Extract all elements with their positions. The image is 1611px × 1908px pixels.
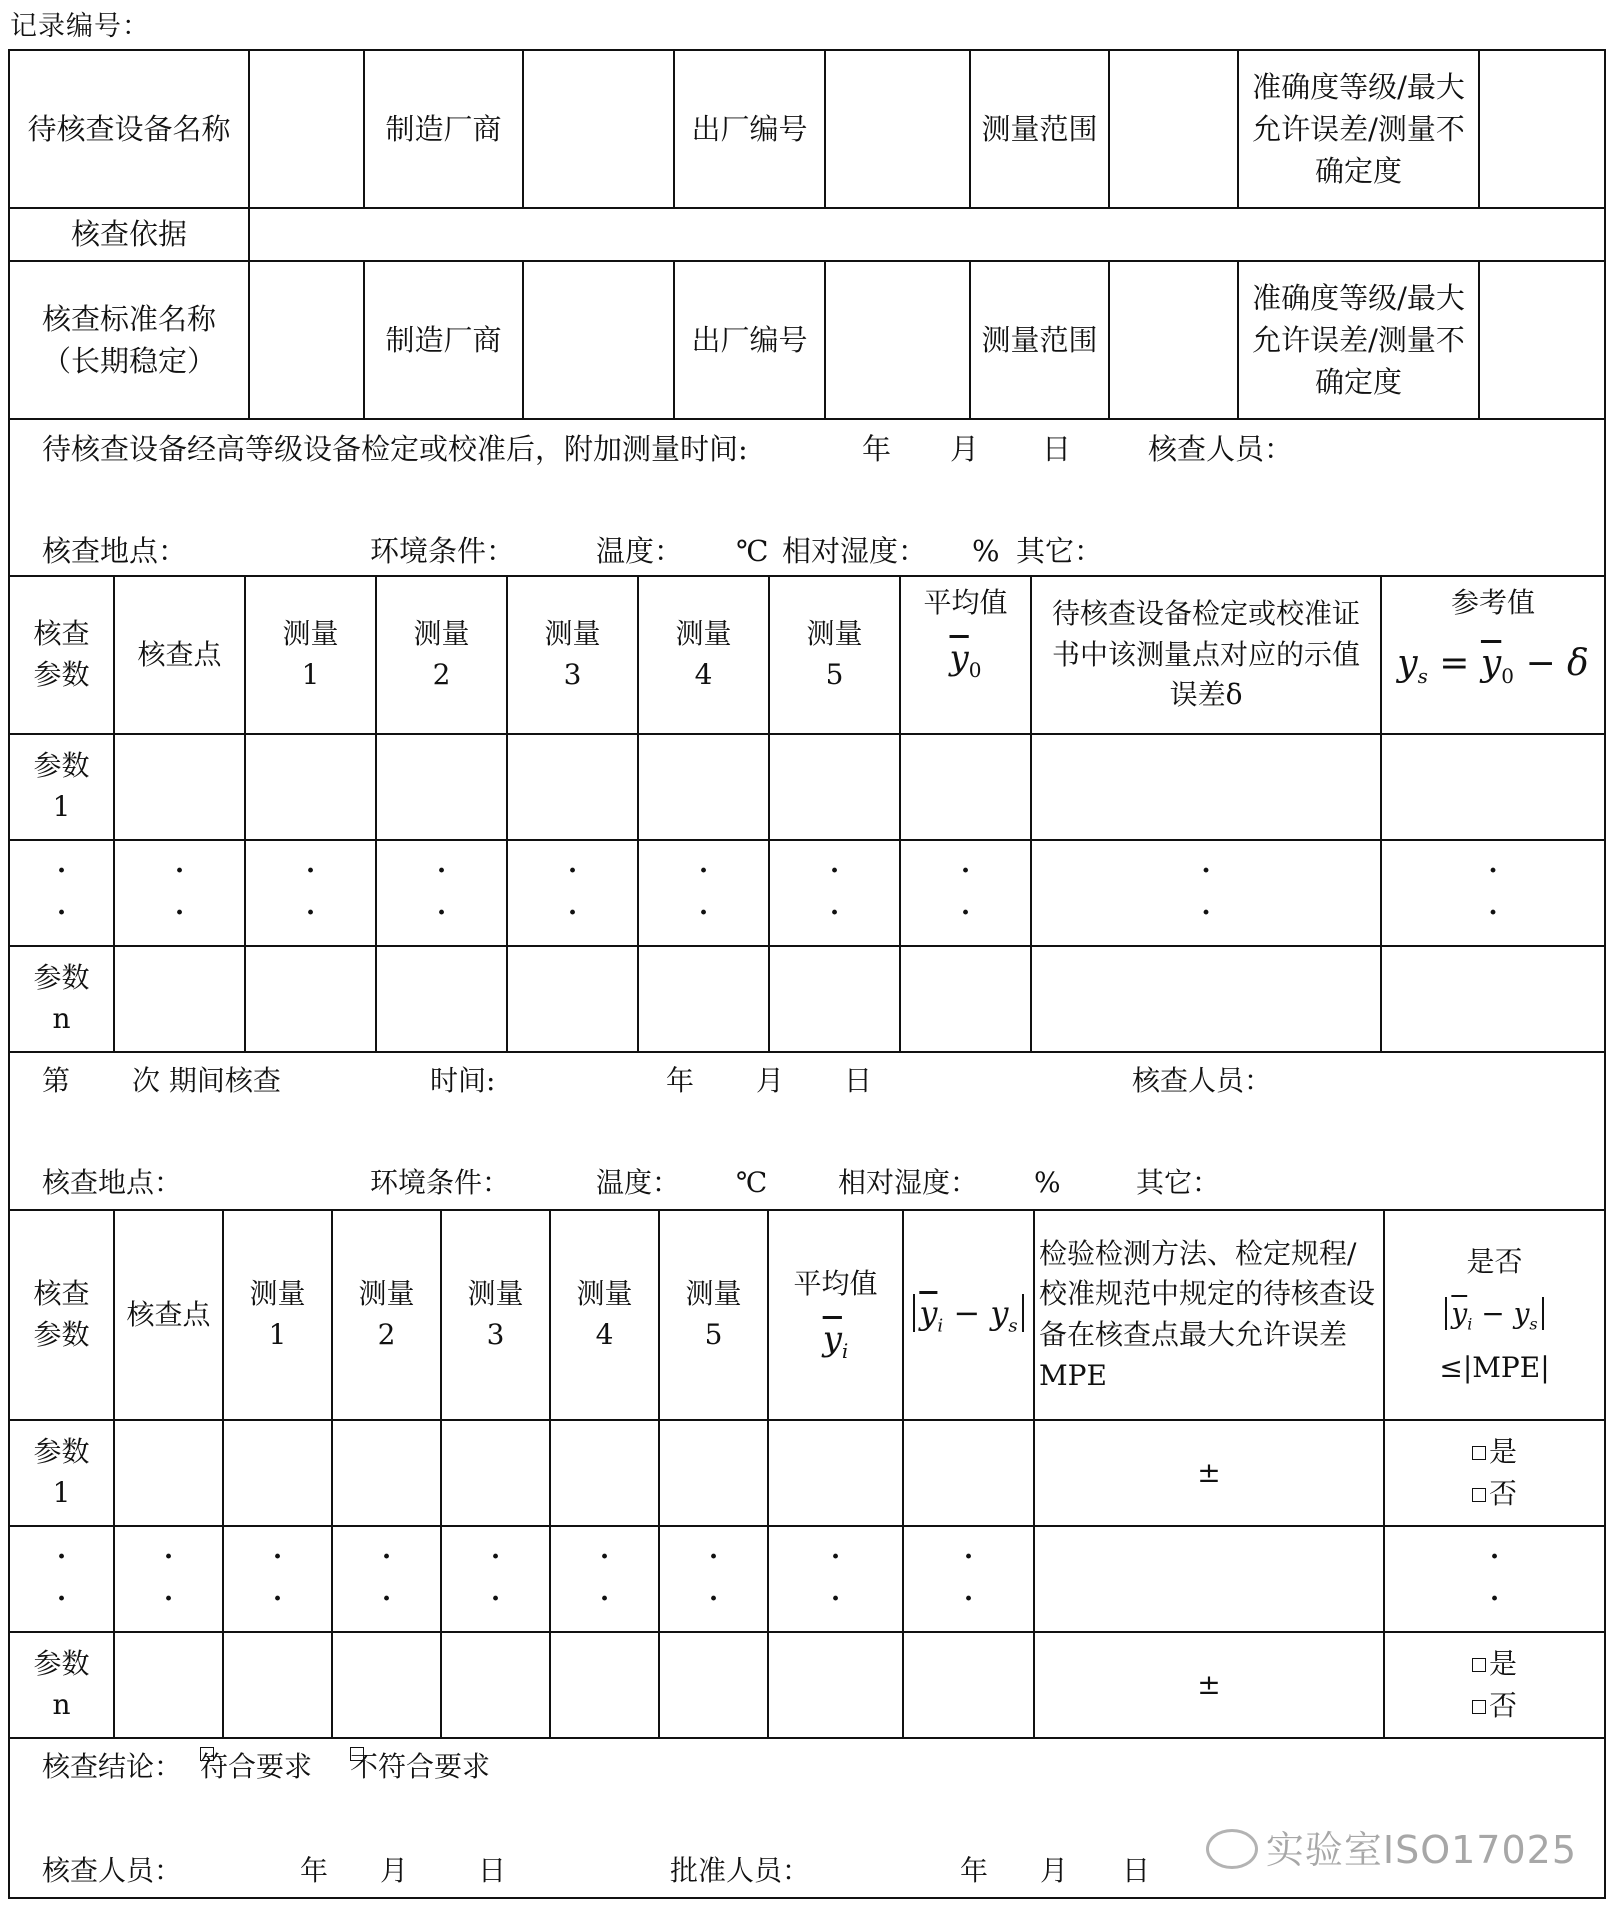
measure-label: 测量 [282, 617, 339, 651]
t2-cell[interactable] [768, 1632, 903, 1738]
ellipsis-cell [332, 1526, 441, 1632]
t2-cell[interactable] [332, 1420, 441, 1526]
ellipsis-cell [550, 1526, 659, 1632]
t2-measure-3-header [441, 1210, 550, 1420]
dot: · [567, 898, 578, 928]
additional-humidity: 相对湿度： [782, 534, 928, 568]
accuracy-cell[interactable] [1479, 50, 1605, 208]
t2-cell[interactable] [223, 1420, 332, 1526]
range-label: 测量范围 [970, 50, 1109, 208]
ellipsis-cell [376, 840, 507, 946]
additional-inspector: 核查人员： [1148, 432, 1294, 466]
yes-checkbox[interactable] [1385, 1431, 1604, 1473]
t1-cell[interactable] [1381, 734, 1605, 840]
t1-cell[interactable] [376, 734, 507, 840]
measure-number: 5 [704, 1318, 723, 1351]
reference-measurement-table [8, 575, 1606, 1210]
additional-year: 年 [862, 432, 892, 466]
dot: · [381, 1584, 392, 1614]
conclusion-approver-year: 年 [960, 1854, 989, 1887]
conclusion-row [9, 1738, 1605, 1898]
measure-label: 测量 [576, 1277, 633, 1311]
standard-name-line2: （长期稳定） [41, 344, 216, 378]
t1-avg-header [900, 576, 1031, 734]
t1-cell[interactable] [114, 946, 245, 1052]
t2-cell[interactable] [659, 1420, 768, 1526]
dot: · [272, 1542, 283, 1573]
yesno-y: $\overline{y}$ [1451, 1297, 1468, 1331]
device-info-table [8, 49, 1606, 576]
t2-cell[interactable] [441, 1632, 550, 1738]
additional-env: 环境条件： [370, 534, 516, 568]
period-check-table [8, 1209, 1606, 1899]
no-checkbox[interactable] [1385, 1473, 1604, 1515]
dot: · [1488, 898, 1498, 928]
yes-label: 是 [1488, 1647, 1517, 1680]
t2-param1-label [9, 1420, 114, 1526]
t1-cell[interactable] [507, 734, 638, 840]
dot: · [163, 1584, 174, 1614]
conclusion-ok-label: 符合要求 [200, 1750, 313, 1783]
dot: · [56, 1584, 67, 1614]
basis-label: 核查依据 [9, 208, 249, 261]
dot: · [1201, 856, 1211, 887]
t2-param-header: 核查参数 [9, 1210, 114, 1420]
dot: · [708, 1584, 719, 1614]
period-humidity: 相对湿度： [838, 1166, 979, 1199]
dot: · [599, 1542, 610, 1573]
param-label: 参数 [33, 749, 90, 783]
period-humidity-unit: % [1034, 1166, 1061, 1199]
dot: · [174, 856, 185, 887]
ref-formula-sub-0: 0 [1501, 663, 1514, 688]
measure-number: 2 [432, 658, 451, 691]
ref-formula-y: y [1397, 642, 1418, 684]
ellipsis-cell [223, 1526, 332, 1632]
ellipsis-cell [768, 1526, 903, 1632]
ref-formula-eq: = [1427, 642, 1481, 684]
param-index: n [52, 1688, 71, 1721]
t2-param1-row [9, 1420, 1605, 1526]
t2-yesno-header [1384, 1210, 1605, 1420]
t1-cell[interactable] [245, 946, 376, 1052]
dot: · [305, 856, 316, 887]
dot: · [830, 1584, 841, 1614]
t1-measure-2-header [376, 576, 507, 734]
t2-diff-header [903, 1210, 1034, 1420]
ellipsis-cell [769, 840, 900, 946]
yesno-sub-s: s [1529, 1314, 1538, 1334]
dot: · [56, 856, 67, 887]
t1-cell[interactable] [376, 946, 507, 1052]
additional-time-label: 待核查设备经高等级设备检定或校准后，附加测量时间: [42, 432, 748, 466]
t2-cell[interactable] [903, 1632, 1034, 1738]
conclusion-label: 核查结论： [42, 1750, 183, 1783]
yesno-title: 是否 [1466, 1244, 1523, 1278]
dot: · [829, 898, 840, 928]
additional-temp-unit: ℃ [736, 534, 769, 568]
standard-accuracy-cell[interactable] [1479, 261, 1605, 419]
t1-cell[interactable] [245, 734, 376, 840]
no-label: 否 [1488, 1477, 1517, 1510]
dot: · [698, 898, 709, 928]
standard-name-cell[interactable] [249, 261, 364, 419]
conclusion-inspector-year: 年 [300, 1854, 329, 1887]
standard-serial-label: 出厂编号 [674, 261, 825, 419]
conclusion-approver-month: 月 [1040, 1854, 1069, 1887]
t2-mpe-cell[interactable]: ± [1034, 1420, 1384, 1526]
yes-label: 是 [1488, 1435, 1517, 1468]
dot: · [708, 1542, 719, 1573]
no-checkbox[interactable] [1385, 1685, 1604, 1727]
yesno-formula [1385, 1294, 1604, 1336]
standard-manufacturer-label: 制造厂商 [364, 261, 523, 419]
t2-paramn-row [9, 1632, 1605, 1738]
diff-ys: y [990, 1294, 1009, 1333]
t2-yesno-cell [1384, 1420, 1605, 1526]
dot: · [56, 898, 67, 928]
measure-label: 测量 [806, 617, 863, 651]
measure-label: 测量 [358, 1277, 415, 1311]
param-index: 1 [52, 1476, 71, 1509]
dot: · [829, 856, 840, 887]
measure-number: 2 [377, 1318, 396, 1351]
t1-measure-4-header [638, 576, 769, 734]
dot: · [1488, 856, 1498, 887]
standard-accuracy-label: 准确度等级/最大允许误差/测量不确定度 [1238, 261, 1479, 419]
range-cell[interactable] [1109, 50, 1238, 208]
manufacturer-cell[interactable] [523, 50, 674, 208]
period-inspector: 核查人员： [1132, 1064, 1273, 1097]
param-label: 参数 [33, 1435, 90, 1469]
t1-param1-label [9, 734, 114, 840]
period-day: 日 [844, 1064, 873, 1097]
dot: · [163, 1542, 174, 1573]
manufacturer-label: 制造厂商 [364, 50, 523, 208]
dot: · [1201, 898, 1211, 928]
checkbox-square [1472, 1446, 1486, 1460]
additional-location: 核查地点： [42, 534, 188, 568]
ellipsis-cell [638, 840, 769, 946]
t2-cell[interactable] [768, 1420, 903, 1526]
conclusion-inspector-day: 日 [478, 1854, 507, 1887]
t1-cell[interactable] [1381, 946, 1605, 1052]
t2-header-row [9, 1210, 1605, 1420]
basis-cell[interactable] [249, 208, 1605, 261]
additional-humidity-unit: % [972, 534, 1000, 568]
dot: · [490, 1542, 501, 1573]
ellipsis-cell [1384, 1526, 1605, 1632]
t1-cell[interactable] [769, 946, 900, 1052]
t2-mpe-cell[interactable]: ± [1034, 1632, 1384, 1738]
dot: · [599, 1584, 610, 1614]
avg-label: 平均值 [793, 1267, 878, 1301]
basis-row [9, 208, 1605, 261]
diff-y: $\overline{y}$ [919, 1294, 938, 1333]
t2-cell[interactable] [550, 1420, 659, 1526]
period-time-label: 时间: [430, 1064, 496, 1097]
ellipsis-cell [903, 1526, 1034, 1632]
avg-symbol-y: $\overline{y}$ [822, 1318, 842, 1359]
ellipsis-cell-empty [1034, 1526, 1384, 1632]
ellipsis-cell [507, 840, 638, 946]
t2-measure-2-header [332, 1210, 441, 1420]
yesno-ys: y [1513, 1297, 1530, 1331]
dot: · [830, 1542, 841, 1573]
ellipsis-cell [900, 840, 1031, 946]
t2-yesno-cell [1384, 1632, 1605, 1738]
measure-number: 3 [563, 658, 582, 691]
dot: · [381, 1542, 392, 1573]
dot: · [305, 898, 316, 928]
conclusion-approver-day: 日 [1122, 1854, 1151, 1887]
period-first: 第 [42, 1064, 71, 1097]
t1-header-row [9, 576, 1605, 734]
t1-measure-1-header [245, 576, 376, 734]
period-location: 核查地点： [42, 1166, 183, 1199]
t2-paramn-label [9, 1632, 114, 1738]
measure-label: 测量 [675, 617, 732, 651]
conclusion-notok-label: 不符合要求 [350, 1750, 491, 1783]
accuracy-label: 准确度等级/最大允许误差/测量不确定度 [1238, 50, 1479, 208]
param-label: 参数 [33, 1647, 90, 1681]
dot: · [436, 856, 447, 887]
ellipsis-cell [9, 840, 114, 946]
ref-value-label: 参考值 [1450, 586, 1535, 619]
ref-formula-y0: $\overline{y}$ [1480, 642, 1502, 684]
ref-formula-minus-delta: − δ [1514, 642, 1589, 684]
ref-formula-sub-s: s [1417, 663, 1428, 688]
dot: · [963, 1584, 974, 1614]
checkbox-square [1472, 1658, 1486, 1672]
t2-point-header: 核查点 [114, 1210, 223, 1420]
avg-symbol [901, 634, 1030, 685]
t2-measure-1-header [223, 1210, 332, 1420]
additional-month: 月 [950, 432, 980, 466]
measure-label: 测量 [685, 1277, 742, 1311]
wechat-icon [1206, 1829, 1258, 1869]
dot: · [960, 856, 971, 887]
yesno-sub-i: i [1467, 1314, 1473, 1334]
t2-cell[interactable] [903, 1420, 1034, 1526]
dot: · [960, 898, 971, 928]
standard-range-cell[interactable] [1109, 261, 1238, 419]
period-check-info [9, 1052, 1605, 1210]
t2-cell[interactable] [114, 1420, 223, 1526]
t1-param1-row [9, 734, 1605, 840]
conclusion-inspector-month: 月 [380, 1854, 409, 1887]
watermark [1206, 1819, 1577, 1874]
measure-label: 测量 [249, 1277, 306, 1311]
period-env: 环境条件： [370, 1166, 511, 1199]
checkbox-square [1472, 1700, 1486, 1714]
t2-cell[interactable] [659, 1632, 768, 1738]
device-name-label: 待核查设备名称 [9, 50, 249, 208]
checkbox-square [1472, 1488, 1486, 1502]
dot: · [963, 1542, 974, 1573]
conclusion-inspector: 核查人员： [42, 1854, 183, 1887]
yesno-minus: − [1472, 1297, 1514, 1331]
t1-cell[interactable] [1031, 946, 1381, 1052]
record-number-label: 记录编号： [10, 11, 150, 42]
diff-sub-i: i [937, 1315, 944, 1337]
diff-formula [913, 1294, 1023, 1337]
avg-symbol-sub: i [841, 1338, 849, 1363]
t2-cell[interactable] [114, 1632, 223, 1738]
ref-formula [1382, 638, 1604, 691]
t2-measure-4-header [550, 1210, 659, 1420]
t1-param-header: 核查参数 [9, 576, 114, 734]
dot: · [1489, 1542, 1500, 1573]
t1-point-header: 核查点 [114, 576, 245, 734]
avg-label: 平均值 [923, 586, 1008, 619]
watermark-text: 实验室ISO17025 [1265, 1828, 1577, 1872]
period-temp: 温度： [596, 1166, 681, 1199]
t1-paramn-label [9, 946, 114, 1052]
t1-cell[interactable] [638, 734, 769, 840]
t2-avg-header [768, 1210, 903, 1420]
dot: · [490, 1584, 501, 1614]
measure-number: 3 [486, 1318, 505, 1351]
param-index: 1 [52, 790, 71, 823]
additional-temp: 温度： [596, 534, 684, 568]
serial-label: 出厂编号 [674, 50, 825, 208]
ellipsis-cell [114, 1526, 223, 1632]
t1-cert-error-header: 待核查设备检定或校准证书中该测量点对应的示值误差δ [1031, 576, 1381, 734]
additional-measurement-info [9, 419, 1605, 576]
diff-sub-s: s [1008, 1315, 1018, 1337]
device-row [9, 50, 1605, 208]
ellipsis-cell [1031, 840, 1381, 946]
diff-minus: − [943, 1294, 991, 1333]
measure-number: 5 [825, 658, 844, 691]
additional-other: 其它： [1016, 534, 1104, 568]
t1-cell[interactable] [1031, 734, 1381, 840]
t1-cell[interactable] [638, 946, 769, 1052]
standard-row [9, 261, 1605, 419]
ellipsis-cell [9, 1526, 114, 1632]
standard-serial-cell[interactable] [825, 261, 970, 419]
period-month: 月 [756, 1064, 785, 1097]
period-temp-unit: ℃ [736, 1166, 768, 1199]
param-label: 参数 [33, 961, 90, 995]
t1-cell[interactable] [114, 734, 245, 840]
standard-name-label [9, 261, 249, 419]
t1-cell[interactable] [900, 734, 1031, 840]
measure-number: 4 [595, 1318, 614, 1351]
dot: · [567, 856, 578, 887]
ellipsis-cell [1381, 840, 1605, 946]
standard-manufacturer-cell[interactable] [523, 261, 674, 419]
measure-number: 4 [694, 658, 713, 691]
measure-number: 1 [301, 658, 320, 691]
dot: · [698, 856, 709, 887]
measure-label: 测量 [413, 617, 470, 651]
avg-symbol-sub: 0 [968, 657, 982, 682]
avg-symbol [769, 1315, 902, 1366]
t1-cell[interactable] [769, 734, 900, 840]
conclusion-approver: 批准人员： [670, 1854, 811, 1887]
ellipsis-cell [114, 840, 245, 946]
standard-range-label: 测量范围 [970, 261, 1109, 419]
measure-label: 测量 [544, 617, 601, 651]
standard-name-line1: 核查标准名称 [41, 301, 216, 336]
measure-number: 1 [268, 1318, 287, 1351]
param-index: n [52, 1002, 71, 1035]
dot: · [272, 1584, 283, 1614]
ellipsis-cell [659, 1526, 768, 1632]
yesno-le-mpe: ≤|MPE| [1439, 1350, 1550, 1384]
dot: · [174, 898, 185, 928]
dot: · [56, 1542, 67, 1573]
t2-measure-5-header [659, 1210, 768, 1420]
t1-measure-3-header [507, 576, 638, 734]
dot: · [436, 898, 447, 928]
t2-cell[interactable] [332, 1632, 441, 1738]
t1-measure-5-header [769, 576, 900, 734]
dot: · [1489, 1584, 1500, 1614]
t1-paramn-row [9, 946, 1605, 1052]
t1-cell[interactable] [507, 946, 638, 1052]
t1-cell[interactable] [900, 946, 1031, 1052]
t2-mpe-header: 检验检测方法、检定规程/校准规范中规定的待核查设备在核查点最大允许误差 MPE [1034, 1210, 1384, 1420]
no-label: 否 [1488, 1689, 1517, 1722]
t2-ellipsis-row [9, 1526, 1605, 1632]
serial-cell[interactable] [825, 50, 970, 208]
t2-cell[interactable] [223, 1632, 332, 1738]
period-year: 年 [666, 1064, 695, 1097]
ellipsis-cell [245, 840, 376, 946]
yesno-abs [1445, 1297, 1543, 1334]
device-name-cell[interactable] [249, 50, 364, 208]
avg-symbol-y: $\overline{y}$ [949, 637, 969, 678]
ellipsis-cell [441, 1526, 550, 1632]
measure-label: 测量 [467, 1277, 524, 1311]
period-times: 次 期间核查 [132, 1064, 281, 1097]
additional-day: 日 [1042, 432, 1072, 466]
yes-checkbox[interactable] [1385, 1643, 1604, 1685]
period-other: 其它： [1136, 1166, 1221, 1199]
t1-ellipsis-row [9, 840, 1605, 946]
t1-ref-value-header [1381, 576, 1605, 734]
t2-cell[interactable] [441, 1420, 550, 1526]
t2-cell[interactable] [550, 1632, 659, 1738]
